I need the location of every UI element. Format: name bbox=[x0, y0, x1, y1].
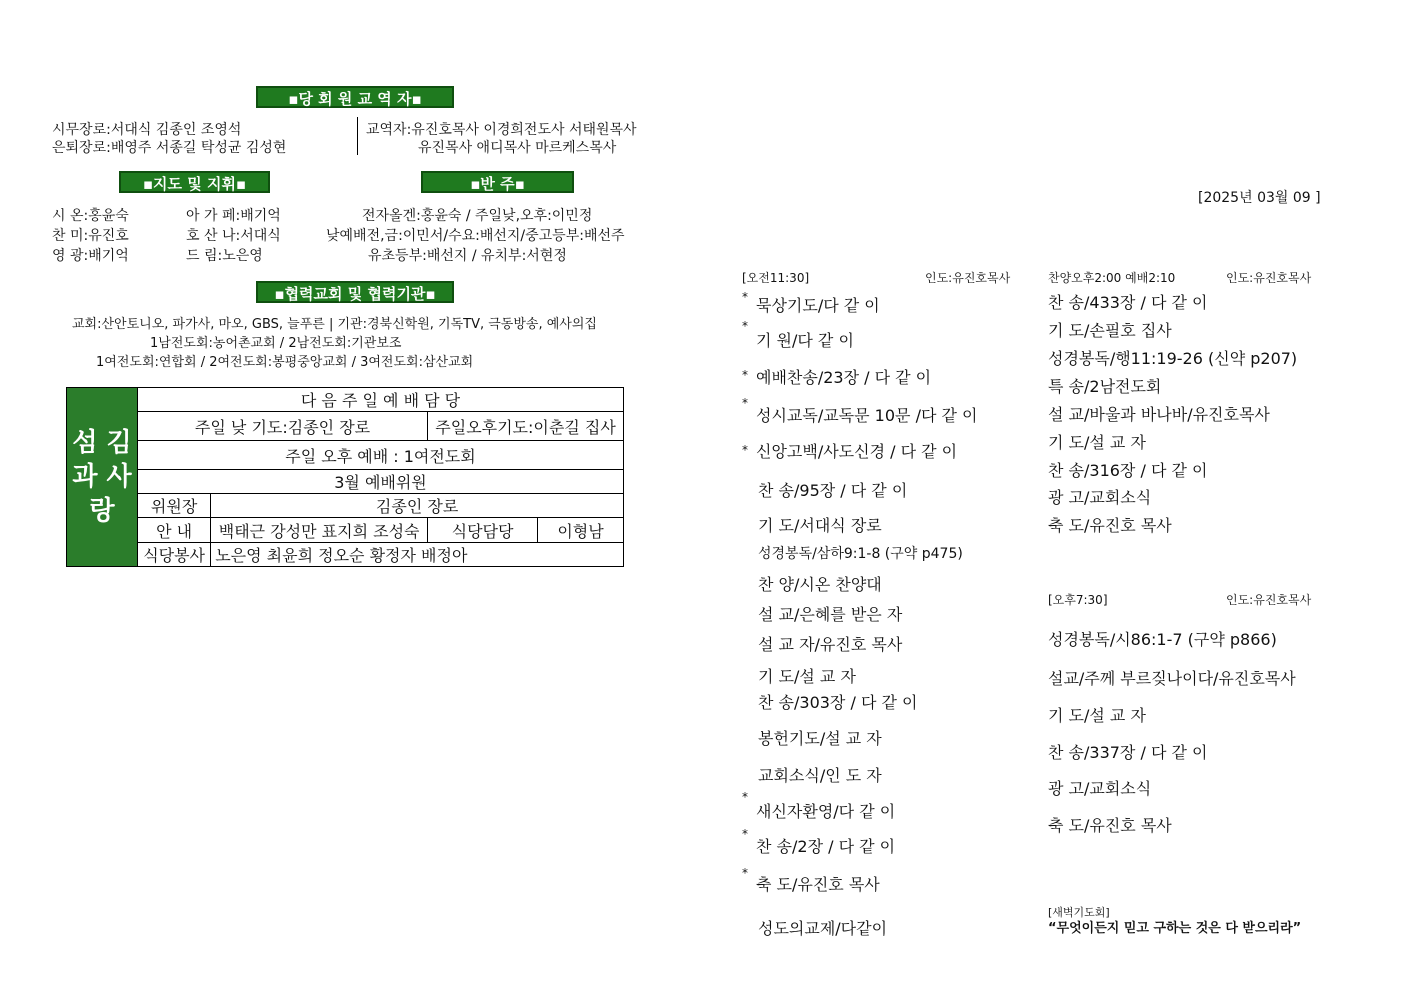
staff-banner: ▪당 회 원 교 역 자▪ bbox=[256, 86, 454, 108]
chair-label: 위원장 bbox=[138, 494, 211, 518]
morning-item-19: 성도의교제/다같이 bbox=[758, 919, 888, 938]
duty-side-label bbox=[67, 388, 138, 567]
morning-leader: 인도:유진호목사 bbox=[925, 271, 1011, 285]
morning-item-13: 찬 송/303장 / 다 같 이 bbox=[758, 693, 918, 712]
accomp-row-2: 낮예배전,금:이민서/수요:배선지/중고등부:배선주 bbox=[326, 228, 625, 244]
afternoon-leader: 인도:유진호목사 bbox=[1226, 271, 1312, 285]
dawn-label: [새벽기도회] bbox=[1048, 906, 1110, 919]
afternoon-item-6: 기 도/설 교 자 bbox=[1048, 433, 1146, 452]
evening-item-5: 광 고/교회소식 bbox=[1048, 779, 1152, 798]
morning-item-11: 설 교 자/유진호 목사 bbox=[758, 635, 903, 654]
guide-label: 안 내 bbox=[138, 518, 211, 543]
lead-row-3a: 영 광:배기억 bbox=[52, 248, 129, 264]
retired-elders-line: 은퇴장로:배영주 서종길 탁성균 김성현 bbox=[52, 140, 287, 156]
accomp-row-1: 전자올겐:홍윤숙 / 주일낮,오후:이민정 bbox=[362, 208, 593, 224]
star-mark: * bbox=[742, 396, 748, 410]
morning-item-1: 묵상기도/다 같 이 bbox=[756, 296, 880, 315]
evening-item-2: 설교/주께 부르짖나이다/유진호목사 bbox=[1048, 669, 1296, 688]
morning-item-9: 찬 양/시온 찬양대 bbox=[758, 575, 882, 594]
duty-table bbox=[66, 387, 624, 567]
lead-banner: ▪지도 및 지휘▪ bbox=[119, 171, 270, 193]
guide-value: 백태근 강성만 표지희 조성숙 bbox=[211, 518, 428, 543]
afternoon-item-5: 설 교/바울과 바나바/유진호목사 bbox=[1048, 405, 1270, 424]
morning-item-2: 기 원/다 같 이 bbox=[756, 331, 854, 350]
pm-service: 주일 오후 예배 : 1여전도회 bbox=[138, 441, 624, 470]
morning-item-3: 예배찬송/23장 / 다 같 이 bbox=[756, 368, 932, 387]
morning-item-10: 설 교/은혜를 받은 자 bbox=[758, 605, 903, 624]
duty-side-line-1: 섬 김 bbox=[72, 428, 132, 458]
afternoon-item-3: 성경봉독/행11:19-26 (신약 p207) bbox=[1048, 349, 1298, 368]
elders-line: 시무장로:서대식 김종인 조영석 bbox=[52, 122, 242, 138]
afternoon-item-2: 기 도/손필호 집사 bbox=[1048, 321, 1172, 340]
morning-item-4: 성시교독/교독문 10문 /다 같 이 bbox=[756, 406, 978, 425]
pm-prayer: 주일오후기도:이춘길 집사 bbox=[428, 412, 624, 441]
afternoon-item-1: 찬 송/433장 / 다 같 이 bbox=[1048, 293, 1208, 312]
morning-item-14: 봉헌기도/설 교 자 bbox=[758, 729, 882, 748]
afternoon-item-7: 찬 송/316장 / 다 같 이 bbox=[1048, 461, 1208, 480]
evening-leader: 인도:유진호목사 bbox=[1226, 593, 1312, 607]
duty-title: 다 음 주 일 예 배 담 당 bbox=[138, 388, 624, 412]
lead-row-2a: 찬 미:유진호 bbox=[52, 228, 129, 244]
evening-item-3: 기 도/설 교 자 bbox=[1048, 706, 1146, 725]
lead-row-1a: 시 온:홍윤숙 bbox=[52, 208, 129, 224]
morning-time: [오전11:30] bbox=[742, 271, 810, 285]
star-mark: * bbox=[742, 790, 748, 804]
partner-line-3: 1여전도회:연합회 / 2여전도회:봉평중앙교회 / 3여전도회:삼산교회 bbox=[96, 355, 474, 370]
star-mark: * bbox=[742, 319, 748, 333]
ministers-line-2: 유진목사 애디목사 마르케스목사 bbox=[418, 140, 617, 156]
morning-item-8: 성경봉독/삼하9:1-8 (구약 p475) bbox=[758, 546, 963, 562]
duty-side-line-2: 과 사 bbox=[72, 462, 132, 492]
morning-item-15: 교회소식/인 도 자 bbox=[758, 766, 882, 785]
star-mark: * bbox=[742, 827, 748, 841]
duty-side-line-3: 랑 bbox=[89, 496, 115, 526]
staff-divider bbox=[357, 117, 358, 155]
lead-row-2b: 호 산 나:서대식 bbox=[186, 228, 281, 244]
ministers-line-1: 교역자:유진호목사 이경희전도사 서태원목사 bbox=[366, 122, 637, 138]
star-mark: * bbox=[742, 368, 748, 382]
afternoon-time: 찬양오후2:00 예배2:10 bbox=[1048, 271, 1176, 285]
service-label: 식당봉사 bbox=[138, 543, 211, 567]
morning-item-5: 신앙고백/사도신경 / 다 같 이 bbox=[756, 442, 958, 461]
partner-banner: ▪협력교회 및 협력기관▪ bbox=[256, 281, 454, 303]
service-value: 노은영 최윤희 정오순 황정자 배정아 bbox=[211, 543, 624, 567]
bulletin-date: [2025년 03월 09 ] bbox=[1198, 190, 1321, 206]
morning-item-16: 새신자환영/다 같 이 bbox=[756, 802, 896, 821]
evening-time: [오후7:30] bbox=[1048, 593, 1108, 607]
lead-row-1b: 아 가 페:배기억 bbox=[186, 208, 281, 224]
partner-line-2: 1남전도회:농어촌교회 / 2남전도회:기관보조 bbox=[150, 336, 402, 351]
accomp-row-3: 유초등부:배선지 / 유치부:서현정 bbox=[368, 248, 567, 264]
cafeteria-value: 이형남 bbox=[538, 518, 624, 543]
evening-item-6: 축 도/유진호 목사 bbox=[1048, 816, 1172, 835]
morning-item-17: 찬 송/2장 / 다 같 이 bbox=[756, 837, 896, 856]
am-prayer: 주일 낮 기도:김종인 장로 bbox=[138, 412, 428, 441]
afternoon-item-8: 광 고/교회소식 bbox=[1048, 488, 1152, 507]
morning-item-7: 기 도/서대식 장로 bbox=[758, 516, 882, 535]
lead-row-3b: 드 림:노은영 bbox=[186, 248, 263, 264]
evening-item-4: 찬 송/337장 / 다 같 이 bbox=[1048, 743, 1208, 762]
star-mark: * bbox=[742, 290, 748, 304]
afternoon-item-9: 축 도/유진호 목사 bbox=[1048, 516, 1172, 535]
partner-line-1: 교회:산안토니오, 파가사, 마오, GBS, 늘푸른 | 기관:경북신학원, 기독TV, 극동방송, 예사의집 bbox=[72, 317, 597, 332]
afternoon-item-4: 특 송/2남전도회 bbox=[1048, 377, 1162, 396]
evening-item-1: 성경봉독/시86:1-7 (구약 p866) bbox=[1048, 630, 1277, 649]
morning-item-6: 찬 송/95장 / 다 같 이 bbox=[758, 481, 908, 500]
committee-title: 3월 예배위원 bbox=[138, 470, 624, 494]
accompaniment-banner: ▪반 주▪ bbox=[421, 171, 574, 193]
star-mark: * bbox=[742, 443, 748, 457]
cafeteria-label: 식당담당 bbox=[428, 518, 538, 543]
star-mark: * bbox=[742, 866, 748, 880]
morning-item-18: 축 도/유진호 목사 bbox=[756, 875, 880, 894]
morning-item-12: 기 도/설 교 자 bbox=[758, 667, 856, 686]
chair-value: 김종인 장로 bbox=[211, 494, 624, 518]
dawn-verse: “무엇이든지 믿고 구하는 것은 다 받으리라” bbox=[1048, 921, 1302, 936]
